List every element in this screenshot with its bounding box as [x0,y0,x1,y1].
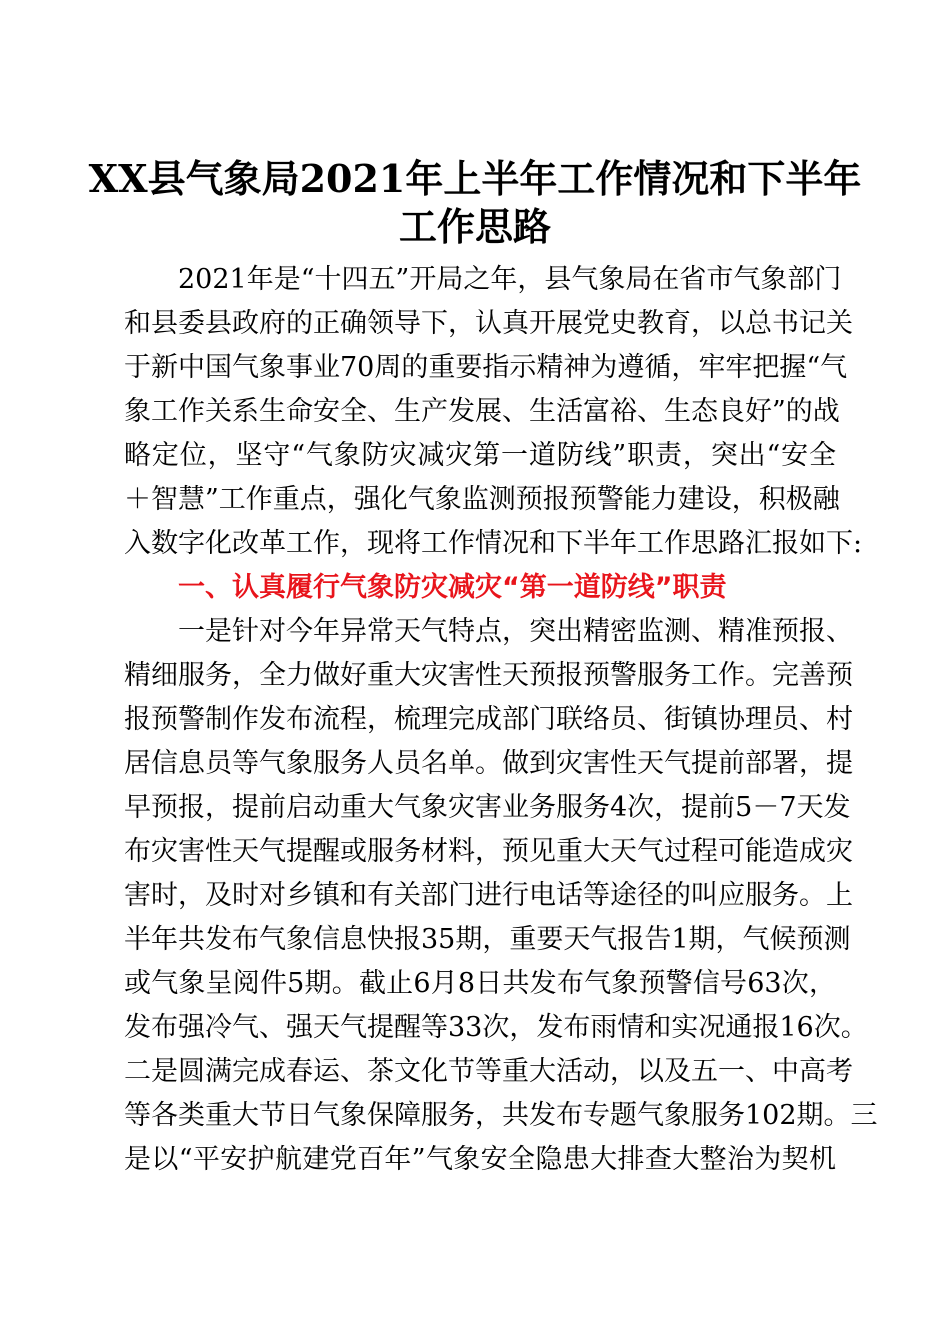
document-body [124,258,878,1182]
section-paragraph-line: 报预警制作发布流程，梳理完成部门联络员、街镇协理员、村 [124,704,853,735]
section-paragraph-line: 一是针对今年异常天气特点，突出精密监测、精准预报、 [178,616,853,647]
intro-paragraph-line: 于新中国气象事业70周的重要指示精神为遵循，牢牢把握“气 [124,352,848,383]
section-paragraph-line: 半年共发布气象信息快报35期，重要天气报告1期，气候预测 [124,924,851,955]
document-title-line-2: 工作思路 [398,204,551,249]
intro-paragraph-line: 和县委县政府的正确领导下，认真开展党史教育，以总书记关 [124,308,853,339]
section-paragraph-line: 是以“平安护航建党百年”气象安全隐患大排查大整治为契机 [124,1144,836,1175]
section-paragraph-line: 或气象呈阅件5期。截止6月8日共发布气象预警信号63次， [124,968,836,999]
intro-paragraph-line: 入数字化改革工作，现将工作情况和下半年工作思路汇报如下: [124,528,863,559]
section-paragraph-line: 居信息员等气象服务人员名单。做到灾害性天气提前部署，提 [124,748,853,779]
section-paragraph-line: 二是圆满完成春运、茶文化节等重大活动，以及五一、中高考 [124,1056,853,1087]
intro-paragraph-line: ＋智慧”工作重点，强化气象监测预报预警能力建设，积极融 [124,484,840,515]
intro-paragraph-line: 略定位，坚守“气象防灾减灾第一道防线”职责，突出“安全 [124,440,836,471]
section-paragraph-line: 精细服务，全力做好重大灾害性天预报预警服务工作。完善预 [124,660,853,691]
section-paragraph-line: 发布强冷气、强天气提醒等33次，发布雨情和实况通报16次。 [124,1012,868,1043]
intro-paragraph-line: 2021年是“十四五”开局之年，县气象局在省市气象部门 [178,264,842,295]
section-heading: 一、认真履行气象防灾减灾“第一道防线”职责 [178,572,727,603]
section-paragraph-line: 等各类重大节日气象保障服务，共发布专题气象服务102期。三 [124,1100,878,1131]
section-paragraph-line: 早预报，提前启动重大气象灾害业务服务4次，提前5－7天发 [124,792,851,823]
document-title-line-1: XX县气象局2021年上半年工作情况和下半年 [88,156,862,201]
section-paragraph-line: 害时，及时对乡镇和有关部门进行电话等途径的叫应服务。上 [124,880,853,911]
intro-paragraph-line: 象工作关系生命安全、生产发展、生活富裕、生态良好”的战 [124,396,840,427]
section-paragraph-line: 布灾害性天气提醒或服务材料，预见重大天气过程可能造成灾 [124,836,853,867]
